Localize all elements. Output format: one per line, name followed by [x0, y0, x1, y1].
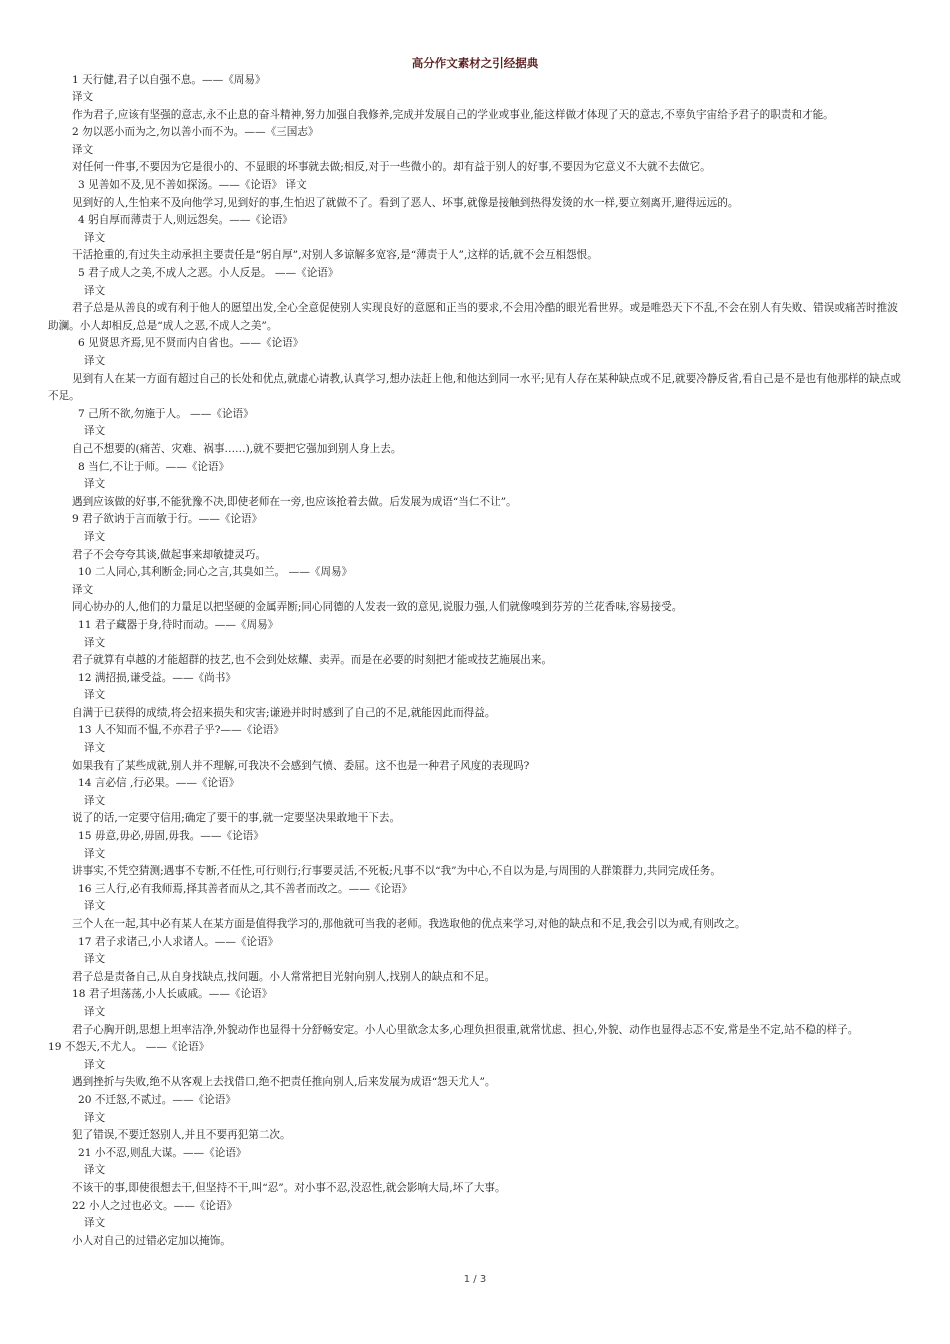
quote-line: 20 不迁怒,不贰过。——《论语》: [78, 1093, 236, 1106]
translation-label: 译文: [84, 530, 106, 543]
translation-label: 译文: [84, 847, 106, 860]
translation-text: [48, 1022, 904, 1057]
translation-text: 作为君子,应该有坚强的意志,永不止息的奋斗精神,努力加强自我修养,完成并发展自己的学业或事业,能这样做才体现了天的意志,不辜负宇宙给予君子的职责和才能。: [72, 108, 834, 121]
translation-text-18: 君子心胸开朗,思想上坦率洁净,外貌动作也显得十分舒畅安定。小人心里欲念太多,心理负担很重,就常忧虑、担心,外貌、动作也显得忐忑不安,常是坐不定,站不稳的样子。: [72, 1023, 859, 1036]
translation-label: 译文: [72, 583, 94, 596]
translation-text: 遇到应该做的好事,不能犹豫不决,即使老师在一旁,也应该抢着去做。后发展为成语“当仁不让”。: [72, 495, 517, 508]
translation-label: 译文: [84, 231, 106, 244]
quote-line: 14 言必信 ,行必果。——《论语》: [78, 777, 240, 790]
translation-text: 干活抢重的,有过失主动承担主要责任是“躬自厚”,对别人多谅解多宽容,是“薄责于人”,这样的话,就不会互相怨恨。: [72, 249, 598, 262]
document-body: [48, 72, 904, 1251]
quote-line: 21 小不忍,则乱大谋。——《论语》: [78, 1146, 247, 1159]
translation-text: 犯了错误,不要迁怒别人,并且不要再犯第二次。: [72, 1129, 291, 1142]
translation-label: 译文: [84, 953, 106, 966]
quote-line: 7 己所不欲,勿施于人。 ——《论语》: [78, 407, 254, 420]
quote-line: 11 君子藏器于身,待时而动。——《周易》: [78, 618, 279, 631]
translation-text: 三个人在一起,其中必有某人在某方面是值得我学习的,那他就可当我的老师。我选取他的优点来学习,对他的缺点和不足,我会引以为戒,有则改之。: [72, 918, 746, 930]
quote-line: 9 君子欲讷于言而敏于行。——《论语》: [72, 513, 263, 526]
translation-text: 遇到挫折与失败,绝不从客观上去找借口,绝不把责任推向别人,后来发展为成语“怨天尤人”。: [72, 1076, 496, 1089]
translation-text: 自己不想要的(痛苦、灾难、祸事……),就不要把它强加到别人身上去。: [72, 442, 402, 455]
translation-label: 译文: [84, 1005, 106, 1018]
quote-line-19: 19 不怨天,不尤人。 ——《论语》: [48, 1041, 210, 1054]
translation-label: 译文: [84, 742, 106, 755]
translation-text: 见到好的人,生怕来不及向他学习,见到好的事,生怕迟了就做不了。看到了恶人、坏事,就像是接触到热得发烫的水一样,要立刻离开,避得远远的。: [72, 196, 739, 209]
translation-text: 见到有人在某一方面有超过自己的长处和优点,就虚心请教,认真学习,想办法赶上他,和他达到同一水平;见有人存在某种缺点或不足,就要冷静反省,看自己是不是也有他那样的缺点或不足。: [48, 372, 901, 403]
translation-label: 译文: [84, 689, 106, 702]
translation-text: 君子总是从善良的或有利于他人的愿望出发,全心全意促使别人实现良好的意愿和正当的要求,不会用冷酷的眼光看世界。或是唯恐天下不乱,不会在别人有失败、错误或痛苦时推波助澜。小人却相反,总是“成人之恶,不成人之美”。: [48, 302, 898, 332]
quote-line: 10 二人同心,其利断金;同心之言,其臭如兰。 ——《周易》: [78, 566, 353, 579]
quote-line: 3 见善如不及,见不善如探汤。——《论语》 译文: [78, 179, 307, 192]
quote-line: 15 毋意,毋必,毋固,毋我。——《论语》: [78, 830, 264, 843]
translation-text: 自满于已获得的成绩,将会招来损失和灾害;谦逊并时时感到了自己的不足,就能因此而得益。: [72, 706, 496, 719]
translation-text: 君子就算有卓越的才能超群的技艺,也不会到处炫耀、卖弄。而是在必要的时刻把才能或技艺施展出来。: [72, 654, 553, 667]
translation-label: 译文: [84, 284, 106, 297]
quote-line: 8 当仁,不让于师。——《论语》: [78, 460, 230, 473]
translation-text: 如果我有了某些成就,别人并不理解,可我决不会感到气愤、委屈。这不也是一种君子风度的表现吗?: [72, 759, 530, 772]
translation-label: 译文: [84, 1111, 106, 1124]
quote-line: 6 见贤思齐焉,见不贤而内自省也。——《论语》: [78, 337, 304, 350]
translation-label: 译文: [84, 355, 106, 367]
quote-line: 5 君子成人之美,不成人之恶。小人反是。 ——《论语》: [78, 267, 339, 280]
translation-text: 同心协办的人,他们的力量足以把坚硬的金属弄断;同心同德的人发表一致的意见,说服力强,人们就像嗅到芬芳的兰花香味,容易接受。: [72, 601, 683, 614]
translation-label: 译文: [72, 91, 94, 104]
translation-label: 译文: [72, 143, 94, 156]
translation-text: 君子总是责备自己,从自身找缺点,找问题。小人常常把目光射向别人,找别人的缺点和不足。: [72, 970, 496, 983]
translation-label: 译文: [84, 794, 106, 807]
translation-label: 译文: [84, 1164, 106, 1177]
quote-line: 1 天行健,君子以自强不息。——《周易》: [72, 73, 266, 86]
translation-label: 译文: [84, 425, 106, 438]
translation-text: 说了的话,一定要守信用;确定了要干的事,就一定要坚决果敢地干下去。: [72, 812, 401, 825]
quote-line: 16 三人行,必有我师焉,择其善者而从之,其不善者而改之。——《论语》: [78, 882, 413, 895]
translation-text: 讲事实,不凭空猜测;遇事不专断,不任性,可行则行;行事要灵活,不死板;凡事不以“我”为中心,不自以为是,与周围的人群策群力,共同完成任务。: [72, 865, 721, 878]
translation-text: 君子不会夸夸其谈,做起事来却敏捷灵巧。: [72, 548, 267, 561]
translation-label: 译文: [84, 478, 106, 491]
quote-line: 4 躬自厚而薄责于人,则远怨矣。——《论语》: [78, 214, 293, 227]
quote-line: 13 人不知而不愠,不亦君子乎?——《论语》: [78, 724, 284, 737]
translation-text: 不该干的事,即使很想去干,但坚持不干,叫“忍”。对小事不忍,没忍性,就会影响大局,坏了大事。: [72, 1181, 506, 1194]
quote-line: 18 君子坦荡荡,小人长戚戚。——《论语》: [72, 988, 273, 1001]
quote-line: 22 小人之过也必文。——《论语》: [72, 1199, 238, 1212]
translation-text: 小人对自己的过错必定加以掩饰。: [72, 1234, 231, 1247]
translation-label: 译文: [84, 900, 106, 913]
translation-label: 译文: [84, 1058, 106, 1071]
translation-text: 对任何一件事,不要因为它是很小的、不显眼的坏事就去做;相反,对于一些微小的。却有益于别人的好事,不要因为它意义不大就不去做它。: [72, 161, 711, 174]
translation-label: 译文: [84, 1217, 106, 1230]
quote-line: 17 君子求诸己,小人求诸人。——《论语》: [78, 935, 279, 948]
document-title: 高分作文素材之引经据典: [411, 56, 539, 70]
quote-line: 2 勿以恶小而为之,勿以善小而不为。——《三国志》: [72, 126, 319, 139]
quote-line: 12 满招损,谦受益。——《尚书》: [78, 671, 236, 684]
translation-label: 译文: [84, 636, 106, 649]
page-number: 1 / 3: [463, 1274, 487, 1285]
